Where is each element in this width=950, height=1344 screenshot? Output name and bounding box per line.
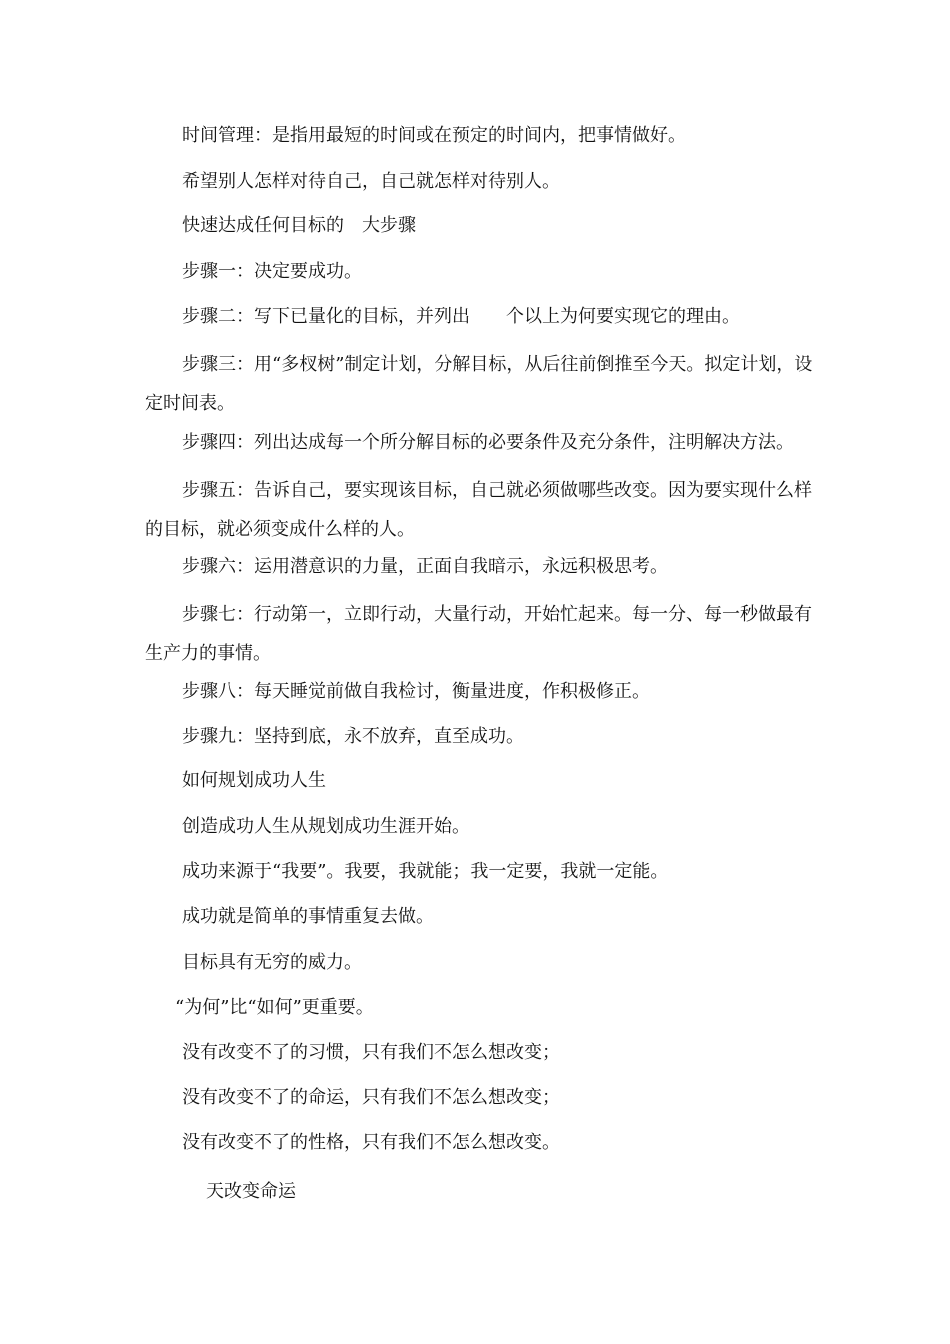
paragraph-habit: 没有改变不了的习惯，只有我们不怎么想改变；: [182, 1042, 560, 1063]
paragraph-step-6: 步骤六：运用潜意识的力量，正面自我暗示，永远积极思考。: [182, 556, 668, 577]
paragraph-step-5: 步骤五：告诉自己，要实现该目标，自己就必须做哪些改变。因为要实现什么样的目标，就必须变成什么样的人。: [145, 480, 812, 540]
heading-plan-success: 如何规划成功人生: [182, 770, 326, 791]
paragraph-step-2: 步骤二：写下已量化的目标，并列出 个以上为何要实现它的理由。: [182, 306, 740, 327]
paragraph-create-success: 创造成功人生从规划成功生涯开始。: [182, 816, 470, 837]
paragraph-goal-power: 目标具有无穷的威力。: [182, 952, 362, 973]
heading-change-fate: 天改变命运: [206, 1181, 296, 1202]
paragraph-step-7: 步骤七：行动第一，立即行动，大量行动，开始忙起来。每一分、每一秒做最有生产力的事情。: [145, 604, 812, 664]
paragraph-fate: 没有改变不了的命运，只有我们不怎么想改变；: [182, 1087, 560, 1108]
paragraph-treat-others: 希望别人怎样对待自己，自己就怎样对待别人。: [182, 171, 560, 192]
paragraph-step-4: 步骤四：列出达成每一个所分解目标的必要条件及充分条件，注明解决方法。: [182, 432, 794, 453]
paragraph-time-management: 时间管理：是指用最短的时间或在预定的时间内，把事情做好。: [182, 125, 686, 146]
paragraph-step-3: 步骤三：用“多杈树”制定计划，分解目标，从后往前倒推至今天。拟定计划，设定时间表。: [145, 354, 813, 414]
paragraph-step-8: 步骤八：每天睡觉前做自我检讨，衡量进度，作积极修正。: [182, 681, 650, 702]
paragraph-why-how: “为何”比“如何”更重要。: [175, 997, 374, 1018]
paragraph-step-9: 步骤九：坚持到底，永不放弃，直至成功。: [182, 726, 524, 747]
heading-steps: 快速达成任何目标的 大步骤: [182, 215, 416, 236]
paragraph-repeat: 成功就是简单的事情重复去做。: [182, 906, 434, 927]
paragraph-character: 没有改变不了的性格，只有我们不怎么想改变。: [182, 1132, 560, 1153]
paragraph-i-want: 成功来源于“我要”。我要，我就能；我一定要，我就一定能。: [182, 861, 669, 882]
paragraph-step-1: 步骤一：决定要成功。: [182, 261, 362, 282]
